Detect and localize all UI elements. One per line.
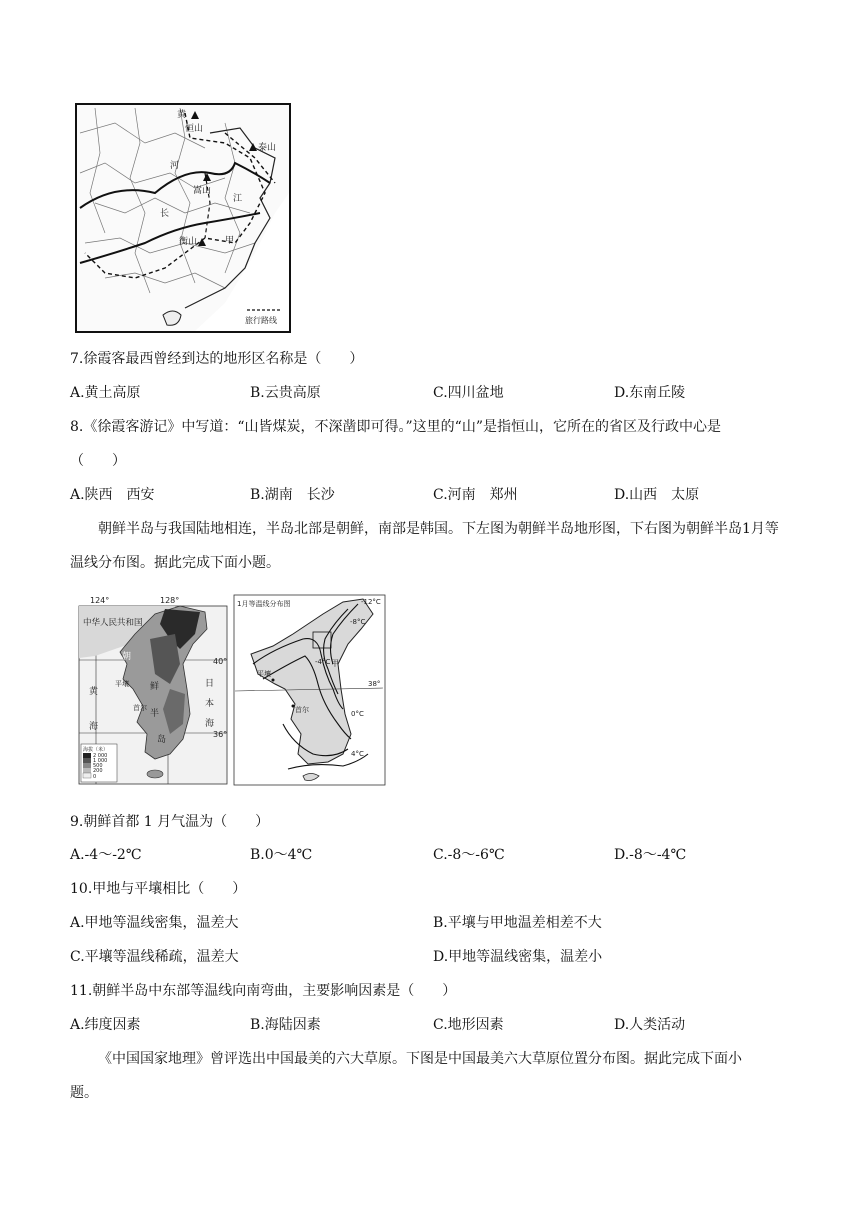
- q11-option-a[interactable]: A.纬度因素: [70, 1017, 141, 1033]
- q8-option-c[interactable]: C.河南 郑州: [433, 487, 518, 503]
- map2-chao: 朝: [122, 652, 132, 662]
- map1-label-songshan: 嵩山: [193, 186, 212, 196]
- passage-korea-intro: 朝鲜半岛与我国陆地相连，半岛北部是朝鲜，南部是韩国。下左图为朝鲜半岛地形图，下右图为朝鲜半岛1月等温线分布图。据此完成下面小题。: [70, 521, 779, 571]
- q10-option-b[interactable]: B.平壤与甲地温差相差不大: [433, 915, 602, 931]
- map2-ben: 本: [205, 699, 215, 709]
- map1-label-taishan: 泰山: [258, 143, 277, 153]
- map1-label-huang: 黄: [177, 110, 187, 120]
- q7-option-c[interactable]: C.四川盆地: [433, 385, 504, 401]
- map3-jia: 甲: [331, 659, 339, 668]
- map3-seoul: 首尔: [295, 706, 309, 714]
- map2-seoul: 首尔: [133, 704, 147, 712]
- map3-isotherm-4: 4°C: [351, 750, 364, 758]
- q9-option-b[interactable]: B.0～4℃: [250, 847, 313, 863]
- map2-pyongyang: 平壤: [115, 680, 129, 688]
- map1-label-hengshan-north: 恒山: [185, 124, 204, 134]
- q11-option-c[interactable]: C.地形因素: [433, 1017, 504, 1033]
- map3-isotherm-0: 0°C: [351, 710, 364, 718]
- map3-isotherm-minus4: -4°C: [315, 658, 331, 666]
- q8-stem-line2: （ ）: [70, 453, 126, 469]
- q7-option-b[interactable]: B.云贵高原: [250, 385, 321, 401]
- map2-xian: 鲜: [150, 682, 160, 692]
- map2-hai-east: 海: [205, 719, 215, 729]
- map1-label-jiang: 江: [233, 194, 243, 204]
- q10-option-c[interactable]: C.平壤等温线稀疏，温差大: [70, 949, 239, 965]
- map2-hai-west: 海: [89, 722, 99, 732]
- q7-stem: 7.徐霞客最西曾经到达的地形区名称是（ ）: [70, 351, 364, 367]
- q10-option-a[interactable]: A.甲地等温线密集，温差大: [70, 915, 239, 931]
- map3-title: 1月等温线分布图: [237, 600, 291, 608]
- q9-option-c[interactable]: C.-8～-6℃: [433, 847, 505, 863]
- q11-option-d[interactable]: D.人类活动: [614, 1017, 686, 1033]
- map2-legend-title: 海拔（米）: [83, 747, 109, 753]
- q8-option-d[interactable]: D.山西 太原: [614, 487, 700, 503]
- map2-lat-40: 40°: [213, 657, 228, 666]
- q8-stem-line1: 8.《徐霞客游记》中写道：“山皆煤炭，不深凿即可得。”这里的“山”是指恒山，它所在的省区及行政中心是: [70, 419, 721, 435]
- map2-dao: 岛: [157, 735, 167, 745]
- map2-elevation-legend: [81, 744, 117, 782]
- map1-label-jia: 甲: [225, 236, 235, 246]
- map2-legend-500: 500: [93, 763, 103, 769]
- q11-option-b[interactable]: B.海陆因素: [250, 1017, 321, 1033]
- map2-china-label: 中华人民共和国: [83, 618, 143, 628]
- map2-lon-124: 124°: [90, 596, 110, 605]
- q7-option-d[interactable]: D.东南丘陵: [614, 385, 686, 401]
- xu-xiake-route-map: [75, 103, 291, 333]
- map3-lat-38: 38°: [368, 680, 381, 688]
- map1-label-chang: 长: [160, 209, 170, 219]
- map1-label-hengshan-south: 衡山: [179, 237, 198, 247]
- q11-stem: 11.朝鲜半岛中东部等温线向南弯曲，主要影响因素是（ ）: [70, 983, 457, 999]
- passage-grassland-line1: 《中国国家地理》曾评选出中国最美的六大草原。下图是中国最美六大草原位置分布图。据此完成下面小: [98, 1051, 742, 1067]
- q8-option-a[interactable]: A.陕西 西安: [70, 487, 155, 503]
- map2-legend-200: 200: [93, 768, 103, 774]
- q10-stem: 10.甲地与平壤相比（ ）: [70, 881, 247, 897]
- q9-stem: 9.朝鲜首都 1 月气温为（ ）: [70, 814, 270, 830]
- q7-option-a[interactable]: A.黄土高原: [70, 385, 141, 401]
- map2-legend-2000: 2 000: [93, 753, 108, 759]
- map2-legend-0: 0: [93, 774, 97, 780]
- map2-lat-36: 36°: [213, 730, 228, 739]
- map3-pyongyang: 平壤: [257, 670, 271, 678]
- map1-label-he: 河: [170, 161, 180, 171]
- map2-lon-128: 128°: [160, 596, 180, 605]
- map3-isotherm-minus8: -8°C: [350, 618, 366, 626]
- q9-option-a[interactable]: A.-4～-2℃: [70, 847, 142, 863]
- map2-huang: 黄: [89, 687, 99, 697]
- map2-legend-1000: 1 000: [93, 758, 108, 764]
- passage-grassland-line2: 题。: [70, 1085, 98, 1101]
- korea-topographic-map: [75, 594, 230, 786]
- map3-isotherm-minus12: -12°C: [361, 598, 381, 606]
- map2-ban: 半: [150, 709, 160, 719]
- q9-option-d[interactable]: D.-8～-4℃: [614, 847, 687, 863]
- q8-option-b[interactable]: B.湖南 长沙: [250, 487, 335, 503]
- q10-option-d[interactable]: D.甲地等温线密集，温差小: [433, 949, 603, 965]
- map1-legend-label: 旅行路线: [245, 316, 277, 325]
- korea-january-isotherm-map: [233, 594, 386, 786]
- map2-ri: 日: [205, 679, 215, 689]
